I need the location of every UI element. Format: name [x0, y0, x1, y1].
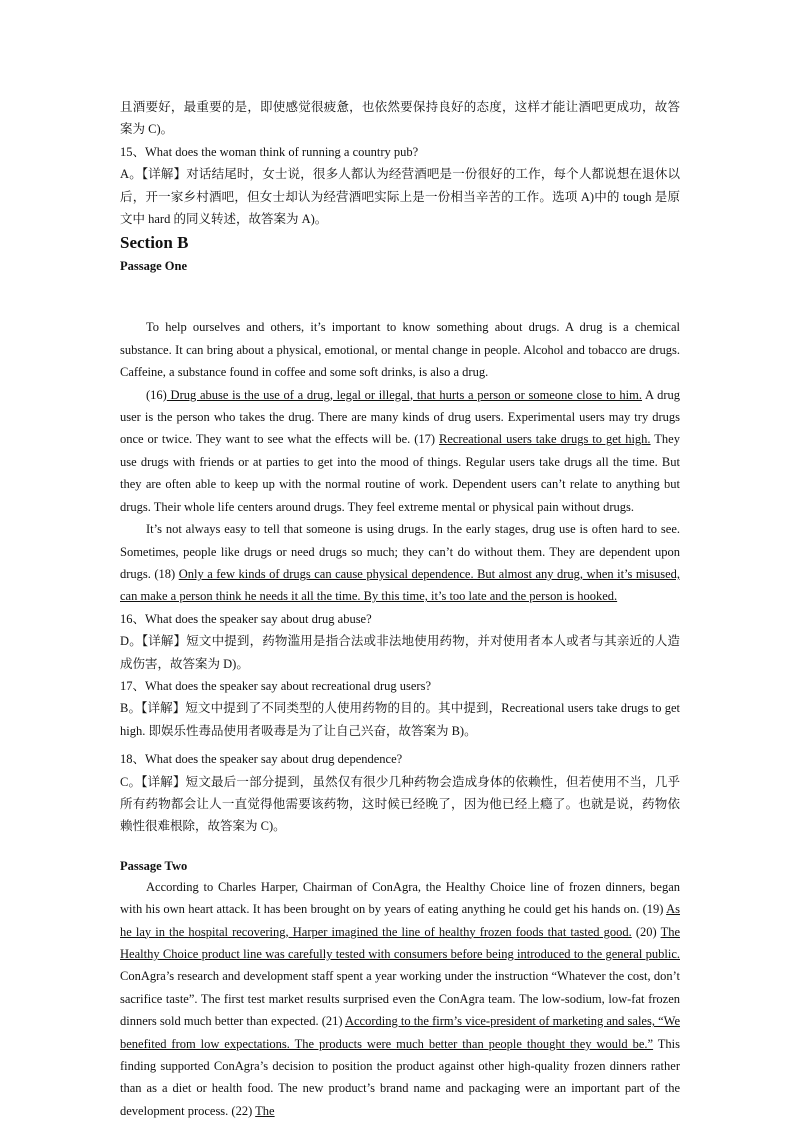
- document-page: [120, 96, 680, 1122]
- marker-16: (16): [146, 387, 167, 402]
- passage-one-heading: Passage One: [120, 259, 188, 274]
- underline-18: Only a few kinds of drugs can cause physical dependence. But almost any drug, when it’s misused, can make a person think he needs it all the time. By this time, it’s too late and the person is hooked.: [120, 566, 680, 604]
- underline-20: The Healthy Choice product line was carefully tested with consumers before being introduced to the general public.: [120, 924, 680, 961]
- question-18: 18、What does the speaker say about drug dependence?: [120, 752, 403, 767]
- p2-text-2: (20): [631, 924, 661, 939]
- answer-17: B。【详解】短文中提到了不同类型的人使用药物的目的。其中提到，Recreational users take drugs to get high. 即娱乐性毒品使用者吸毒是为了让自己兴奋，故答案为 B)。: [120, 701, 680, 738]
- passage-one-paragraph-2: [120, 384, 680, 518]
- p2-text-3: ConAgra’s research and development staff spent a year working under the instruction “Whatever the cost, don’t sacrifice taste”. The first test market results surprised even the ConAgra team. The low-sodium, low-fat frozen dinners sold much better than expected. (21): [120, 969, 680, 1029]
- para2-text-1: A drug user is the person who takes the drug. There are many kinds of drug users. Experimental users may try drugs once or twice. They want to see what the effects will be. (17): [120, 387, 681, 447]
- p2-text-1: According to Charles Harper, Chairman of ConAgra, the Healthy Choice line of frozen dinners, began with his own heart attack. It has been brought on by years of eating anything he could get his hands on. (19): [120, 879, 680, 917]
- intro-line: 且酒要好，最重要的是，即使感觉很疲惫，也依然要保持良好的态度，这样才能让酒吧更成功，故答案为 C)。: [120, 100, 680, 137]
- para3-text-1: It’s not always easy to tell that someone is using drugs. In the early stages, drug use is often hard to see. Sometimes, people like drugs or need drugs so much; they can’t do without them. They are dependent upon drugs. (18): [120, 522, 680, 581]
- question-16: 16、What does the speaker say about drug abuse?: [120, 611, 372, 626]
- answer-18: C。【详解】短文最后一部分提到，虽然仅有很少几种药物会造成身体的依赖性，但若使用不当，几乎所有药物都会让人一直觉得他需要该药物，这时候已经晚了，因为他已经上瘾了。也就是说，药物依赖性很难根除，故答案为 C)。: [120, 774, 680, 834]
- p2-text-4: This finding supported ConAgra’s decision to position the product against other high-quality frozen dinners rather than as a diet or health food. The new product’s brand name and packaging were an important part of the development process. (22): [120, 1036, 680, 1118]
- passage-two-paragraph: [120, 876, 680, 1122]
- underline-17: Recreational users take drugs to get high.: [439, 432, 651, 447]
- question-15: 15、What does the woman think of running a country pub?: [120, 144, 419, 159]
- underline-19: As he lay in the hospital recovering, Harper imagined the line of healthy frozen foods that tasted good.: [120, 902, 680, 939]
- passage-one-paragraph-3: [120, 518, 680, 608]
- underline-22: The: [255, 1103, 275, 1118]
- question-17: 17、What does the speaker say about recreational drug users?: [120, 678, 431, 693]
- para2-text-2: They use drugs with friends or at parties to get into the mood of things. Regular users take drugs all the time. But they are often able to keep up with the normal routine of work. Dependent users can’t relate to anything but drugs. Their whole life centers around drugs. They feel extreme mental or physical pain without drugs.: [120, 432, 680, 514]
- underline-16: Drug abuse is the use of a drug, legal or illegal, that hurts a person or someone close to him.: [166, 387, 643, 402]
- passage-one-paragraph-1: To help ourselves and others, it’s important to know something about drugs. A drug is a chemical substance. It can bring about a physical, emotional, or mental change in people. Alcohol and tobacco are drugs. Caffeine, a substance found in coffee and some soft drinks, is also a drug.: [120, 320, 680, 380]
- underline-21: According to the firm’s vice-president of marketing and sales, “We benefited from low expectations. The products were much better than people thought they would be.”: [120, 1014, 680, 1051]
- section-b-heading: Section B: [120, 233, 189, 253]
- answer-16: D。【详解】短文中提到，药物滥用是指合法或非法地使用药物，并对使用者本人或者与其亲近的人造成伤害，故答案为 D)。: [120, 634, 680, 671]
- answer-15: A。【详解】对话结尾时，女士说，很多人都认为经营酒吧是一份很好的工作，每个人都说想在退休以后，开一家乡村酒吧，但女士却认为经营酒吧实际上是一份相当辛苦的工作。选项 A)中的 tough 是原文中 hard 的同义转述，故答案为 A)。: [120, 167, 680, 227]
- passage-two-heading: Passage Two: [120, 858, 188, 873]
